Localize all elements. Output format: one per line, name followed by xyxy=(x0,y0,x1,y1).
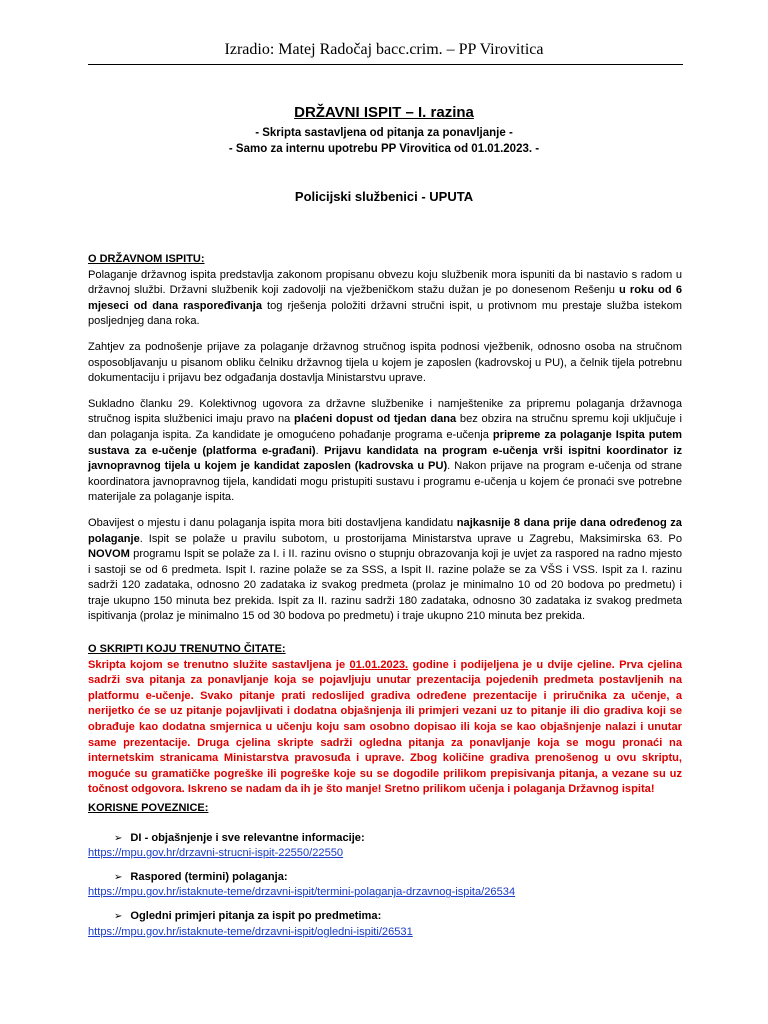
text-run: programu Ispit se polaže za I. i II. razinu ovisno o stupnju obrazovanja koji je uvjet za raspored na radno mjesto i sastoji se od 6 predmeta. Ispit I. razine polaže se za SSS, a Ispit II. razine polaže se za VŠS i VSS. Ispit za I. razinu sadrži 120 zadataka, odnosno 20 zadataka iz svakog predmeta (prolaz je minimalno 10 od 20 bodova po predmetu) i traje ukupno 150 minuta bez prekida. Ispit za II. razinu sadrži 180 zadataka, odnosno 30 zadataka iz svakog predmeta ispitivanja (prolaz je minimalno 15 od 30 bodova po predmetu) i traje ukupno 210 minuta bez prekida. xyxy=(88,548,682,623)
text-run-bold: najkasnije 8 dana prije dana određenog za polaganje xyxy=(88,516,682,545)
text-run: . Nakon prijave na program e-učenja od strane koordinatora javnopravnog tijela, kandidati mogu pristupiti sustavu i programu e-učenja u kojem će pronaći sve potrebne materijale za polaganje ispita. xyxy=(88,460,682,504)
document-subtitle-2: - Samo za internu upotrebu PP Virovitica od 01.01.2023. - xyxy=(228,143,540,155)
link-info[interactable]: https://mpu.gov.hr/drzavni-strucni-ispit-22550/22550 xyxy=(88,847,344,860)
document-subtitle-1: - Skripta sastavljena od pitanja za ponavljanje - xyxy=(255,127,513,139)
section-heading: Policijski službenici - UPUTA xyxy=(294,189,474,204)
link-item-schedule xyxy=(88,870,682,901)
link-label-row xyxy=(88,870,682,886)
about-exam-heading: O DRŽAVNOM ISPITU: xyxy=(88,253,205,265)
about-exam-paragraph-3 xyxy=(88,397,682,506)
text-run: Skripta kojom se trenutno služite sastavljena je xyxy=(88,658,350,671)
about-exam-paragraph-4 xyxy=(88,516,682,625)
text-run-bold: Prijavu kandidata na program e-učenja vrši ispitni koordinator iz javnopravnog tijela u kojem je kandidat zaposlen (kadrovska u PU) xyxy=(88,444,682,473)
link-label: Ogledni primjeri pitanja za ispit po predmetima: xyxy=(130,909,382,922)
text-run-bold: u roku od 6 mjeseci od dana raspoređivanja xyxy=(88,284,682,312)
link-label: DI - objašnjenje i sve relevantne informacije: xyxy=(130,831,365,844)
about-script-paragraph xyxy=(88,658,682,798)
text-run: Polaganje državnog ispita predstavlja zakonom propisanu obvezu koju službenik mora ispuniti da bi nastavio s radom u državnoj službi. Državni službenik koji zadovolji na vježbeničkom stažu dužan je po donesenom Rešenju xyxy=(88,268,682,297)
text-run: bez obzira na stručnu spremu koji uključuje i dan polaganja ispita. Za kandidate je omogućeno pohađanje programa e-učenja xyxy=(88,413,683,441)
link-label: Raspored (termini) polaganja: xyxy=(130,870,288,883)
link-label-row xyxy=(88,909,682,925)
text-run-bold: NOVOM xyxy=(88,548,130,561)
text-run: . Ispit se polaže u pravilu subotom, u prostorijama Ministarstva uprave u Zagrebu, Maksimirska 63. Po xyxy=(139,532,682,545)
about-exam-paragraph-1 xyxy=(88,268,682,330)
text-run: Obavijest o mjestu i danu polaganja ispita mora biti dostavljena kandidatu xyxy=(88,516,457,529)
link-item-sample-exams xyxy=(88,909,682,940)
script-date: 01.01.2023. xyxy=(349,658,409,671)
text-run: godine i podijeljena je u dvije cjeline. Prva cjelina sadrži sva pitanja za ponavljanje koja se pojavljuju unutar prezentacija pojedenih predmeta postavljenih na platformu e-učenje. Svako pitanje prati redoslijed gradiva određene prezentacije i priručnika za učenje, a nerijetko će se uz pitanje pojavljivati i dodatna objašnjenja ili primjeri vezani uz to pitanje ili dio gradiva koji se obrađuje kao dodatna smjernica u učenju koju sam osobno dopisao ili koja se kao objašnjenje nalazi i unutar same prezentacije. Druga cjelina skripte sadrži ogledna pitanja za ponavljanje koja se mogu pronaći na internetskim stranicama Ministarstva pravosuđa i uprave. Zbog količine gradiva prenošenog u ovu skriptu, moguće su gramatičke pogreške ili pogreške koje su se dogodile prilikom prepisivanja pitanja, a vezane su uz točnost odgovora. Iskreno se nadam da ih je što manje! Sretno prilikom učenja i polaganja Državnog ispita! xyxy=(88,658,682,796)
useful-links-section xyxy=(88,801,682,940)
document-title: DRŽAVNI ISPIT – I. razina xyxy=(294,104,474,121)
link-sample-exams[interactable]: https://mpu.gov.hr/istaknute-teme/drzavni-ispit/ogledni-ispiti/26531 xyxy=(88,925,413,938)
text-run: Sukladno članku 29. Kolektivnog ugovora za državne službenike i namještenike za pripremu polaganja državnoga stručnog ispita službenici imaju pravo na xyxy=(88,397,682,426)
text-run: . xyxy=(315,444,325,457)
arrow-bullet-icon: ➢ xyxy=(114,871,123,883)
page-header: Izradio: Matej Radočaj bacc.crim. – PP Virovitica xyxy=(224,41,544,58)
about-script-section xyxy=(88,642,682,798)
about-exam-section xyxy=(88,252,682,635)
about-exam-paragraph-2: Zahtjev za podnošenje prijave za polaganje državnog stručnog ispita podnosi vježbenik, odnosno osoba na stručnom osposobljavanju u pisanom obliku čelniku državnog tijela u kojem je zaposlen (kadrovskoj u PU), a čelnik tijela potrebnu dokumentaciju i prijavu bez odgađanja dostavlja Ministarstvu uprave. xyxy=(88,340,682,385)
arrow-bullet-icon: ➢ xyxy=(114,910,123,922)
link-label-row xyxy=(88,831,682,847)
link-item-info xyxy=(88,831,682,862)
header-rule xyxy=(88,64,683,65)
about-script-heading: O SKRIPTI KOJU TRENUTNO ČITATE: xyxy=(88,643,286,655)
arrow-bullet-icon: ➢ xyxy=(114,832,123,844)
text-run-bold: pripreme za polaganje Ispita putem sustava za e-učenje (platforma e-građani) xyxy=(88,428,682,457)
useful-links-heading: KORISNE POVEZNICE: xyxy=(88,802,209,814)
text-run-bold: plaćeni dopust od tjedan dana xyxy=(294,413,457,426)
text-run: tog rješenja položiti državni stručni ispit, u protivnom mu prestaje služba istekom posljednjeg dana roka. xyxy=(88,299,682,328)
link-schedule[interactable]: https://mpu.gov.hr/istaknute-teme/drzavni-ispit/termini-polaganja-drzavnog-ispita/26534 xyxy=(88,886,516,899)
